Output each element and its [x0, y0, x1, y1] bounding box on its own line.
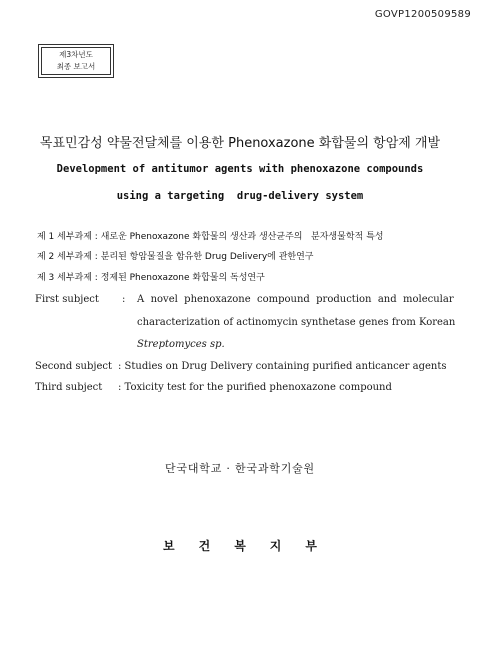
- third-subject-text: : Toxicity test for the purified phenoxazone compound: [118, 382, 392, 393]
- institution-names: 단국대학교 · 한국과학기술원: [164, 462, 315, 475]
- report-type-stamp: [38, 44, 114, 78]
- first-subject-line-1: A novel phenoxazone compound production and molecular: [137, 294, 454, 305]
- first-subject-label: First subject: [35, 294, 99, 305]
- first-subject-line-2: characterization of actinomycin synthetase genes from Korean: [137, 317, 456, 328]
- subproject-ko-3: [37, 270, 265, 283]
- subproject-ko-1-label: 제 1 세부과제 :: [37, 232, 98, 242]
- third-subject-label: Third subject: [35, 382, 103, 393]
- korean-title: 목표민감성 약물전달체를 이용한 Phenoxazone 화합물의 항암제 개발: [39, 136, 441, 151]
- first-subject-colon: :: [122, 294, 126, 305]
- document-id: GOVP1200509589: [374, 9, 471, 20]
- second-subject-text: : Studies on Drug Delivery containing purified anticancer agents: [118, 361, 447, 372]
- subproject-ko-2-label: 제 2 세부과제 :: [37, 252, 98, 262]
- second-subject-label: Second subject: [35, 361, 113, 372]
- english-title-line-1: Development of antitumor agents with phenoxazone compounds: [56, 163, 424, 175]
- first-subject-line-3: Streptomyces sp.: [137, 339, 225, 350]
- subproject-ko-1: [37, 229, 383, 242]
- subproject-ko-3-label: 제 3 세부과제 :: [37, 273, 98, 283]
- stamp-report-label: 최종 보고서: [56, 62, 96, 71]
- subproject-ko-2: [37, 249, 314, 262]
- stamp-year-label: 제3차년도: [59, 50, 93, 59]
- english-title-line-2: using a targeting drug-delivery system: [116, 190, 364, 202]
- subproject-ko-1-text: 새로운 Phenoxazone 화합물의 생산과 생산균주의 분자생물학적 특성: [100, 232, 384, 242]
- subproject-ko-3-text: 정제된 Phenoxazone 화합물의 독성연구: [100, 273, 265, 283]
- subproject-ko-2-text: 분리된 항암물질을 함유한 Drug Delivery에 관한연구: [100, 252, 314, 262]
- ministry-name: 보건복지부: [163, 539, 341, 553]
